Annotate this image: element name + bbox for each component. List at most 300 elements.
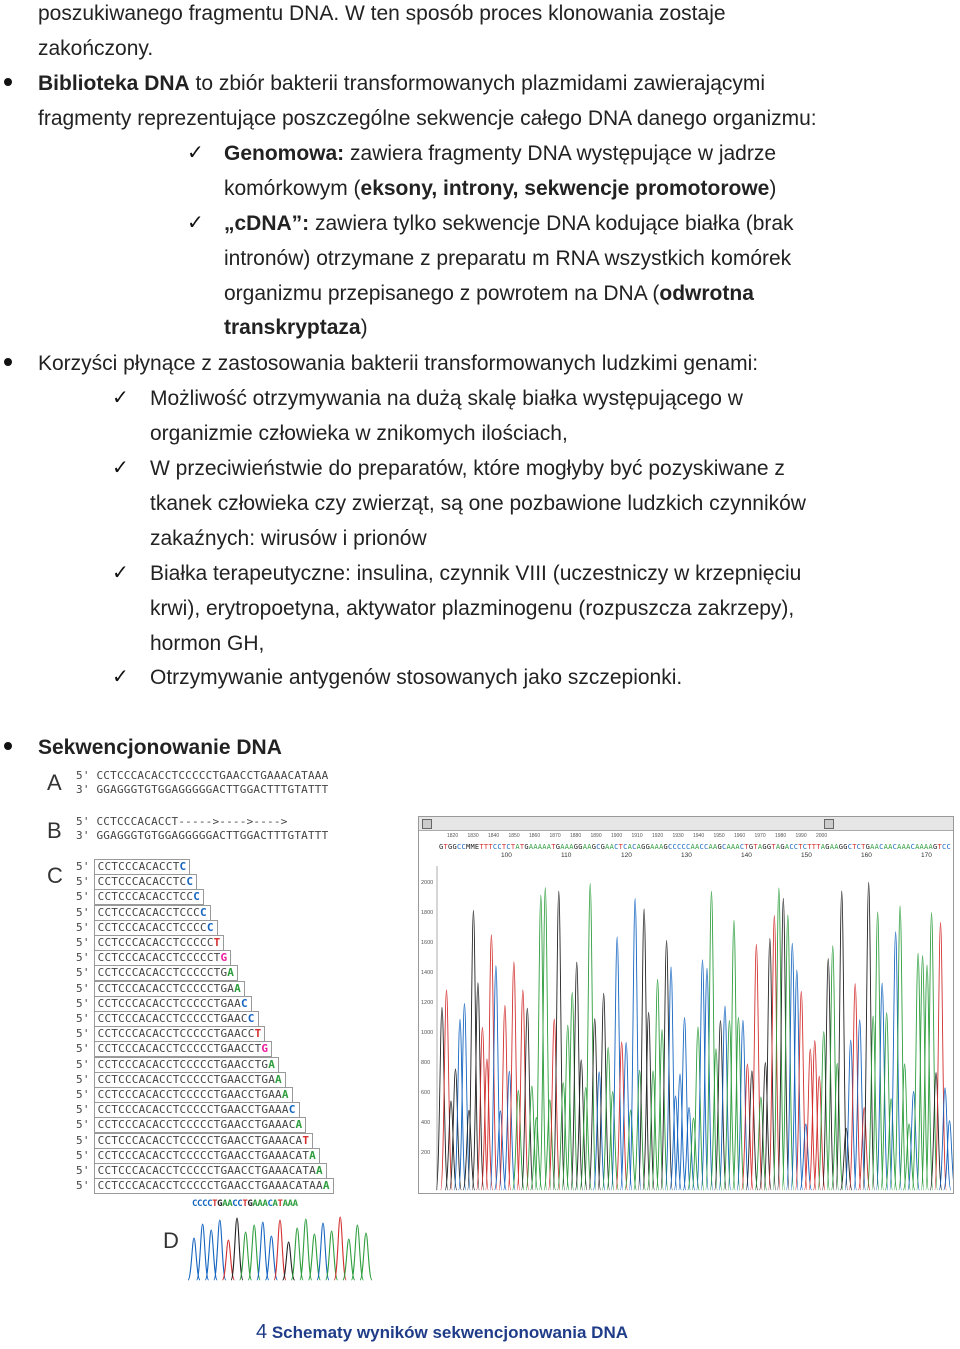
ladder-row xyxy=(76,1117,306,1133)
position-tick: 110 xyxy=(561,852,572,859)
fragment-box xyxy=(94,935,225,951)
base-call: C xyxy=(207,1199,213,1209)
y-tick-label: 2000 xyxy=(421,880,434,886)
fragment-box xyxy=(94,905,211,921)
cdna-term: „cDNA”: xyxy=(224,212,310,235)
base-call: A xyxy=(726,843,731,851)
trace-peak xyxy=(351,1225,363,1280)
chromatogram-peak xyxy=(849,984,861,1190)
cdna-line-3 xyxy=(224,282,754,306)
genomic-line-1 xyxy=(224,142,776,166)
ladder-row xyxy=(76,935,224,951)
ladder-row xyxy=(76,1102,300,1118)
base-call: C xyxy=(681,843,686,851)
chromatogram-peak xyxy=(935,922,947,1190)
fragment-box xyxy=(94,1102,300,1118)
base-call: G xyxy=(555,843,560,851)
base-call: G xyxy=(645,843,650,851)
panel-a-bottom-strand xyxy=(76,783,328,797)
base-call: G xyxy=(217,1199,223,1209)
base-call: C xyxy=(668,843,673,851)
fragment-box xyxy=(94,1163,327,1179)
base-call: A xyxy=(582,843,587,851)
base-call: C xyxy=(492,843,498,851)
panel-d-trace xyxy=(188,1212,373,1282)
prime-5-label: 5' xyxy=(76,1072,90,1086)
panel-a xyxy=(76,769,328,797)
top-ruler-tick: 1950 xyxy=(713,833,725,839)
base-call: A xyxy=(282,1199,288,1209)
base-call: T xyxy=(852,843,857,851)
base-call: C xyxy=(721,843,727,851)
checkmark-icon: ✓ xyxy=(187,210,204,234)
chromatogram-peak xyxy=(521,1008,533,1190)
chromatogram-peak xyxy=(777,898,789,1190)
ladder-row xyxy=(76,1148,320,1164)
fragment-box xyxy=(94,1133,314,1149)
chromatogram-peak xyxy=(719,1006,731,1190)
library-line-2: fragmenty reprezentujące poszczególne sekwencje całego DNA danego organizmu: xyxy=(38,107,817,130)
base-call: C xyxy=(703,843,709,851)
cdna-line-4 xyxy=(224,316,368,340)
base-call: A xyxy=(915,843,920,851)
base-call: A xyxy=(874,843,879,851)
base-call: C xyxy=(672,843,677,851)
base-call: C xyxy=(456,843,462,851)
cdna-line-1 xyxy=(224,212,794,236)
prime-5-label: 5' xyxy=(76,815,90,828)
trace-peak xyxy=(317,1223,329,1280)
base-call: A xyxy=(820,843,825,851)
base-call: A xyxy=(533,843,538,851)
terminal-base: C xyxy=(288,1103,296,1117)
top-ruler-tick: 1940 xyxy=(693,833,705,839)
terminal-base: G xyxy=(220,951,228,965)
ladder-row xyxy=(76,859,190,875)
base-call: T xyxy=(753,843,758,851)
trace-peak xyxy=(257,1222,269,1280)
base-call: A xyxy=(708,843,713,851)
paragraph-line-2: zakończony. xyxy=(38,37,154,60)
base-call: T xyxy=(811,843,816,851)
fragment-sequence: CCTCCCACACCTCCCC xyxy=(97,920,207,934)
terminal-base: C xyxy=(186,875,194,889)
checkmark-icon: ✓ xyxy=(112,560,129,584)
base-call: A xyxy=(528,843,534,851)
fragment-sequence: CCTCCCACACCTCCCCCT xyxy=(97,951,221,965)
library-line-1 xyxy=(38,72,765,96)
fragment-box xyxy=(94,1041,273,1057)
base-call: A xyxy=(537,843,543,851)
scroll-right-button[interactable] xyxy=(824,819,834,829)
ladder-row xyxy=(76,1163,327,1179)
y-tick-label: 200 xyxy=(421,1150,431,1156)
chromatogram-peak xyxy=(854,1020,866,1190)
base-call: T xyxy=(501,843,507,851)
terminal-base: A xyxy=(309,1148,316,1162)
figure-caption xyxy=(256,1321,628,1344)
base-call: T xyxy=(242,1199,248,1209)
position-tick: 100 xyxy=(501,852,512,859)
base-call: C xyxy=(506,843,511,851)
ladder-row xyxy=(76,889,204,905)
chromatogram-peak xyxy=(706,891,718,1190)
base-call: C xyxy=(686,843,691,851)
chromatogram-peak xyxy=(921,965,933,1190)
figure-caption-text: Schematy wyników sekwencjonowania DNA xyxy=(267,1323,629,1342)
terminal-base: A xyxy=(281,1088,289,1101)
panel-a-bottom-seq: GGAGGGTGTGGAGGGGGACTTGGACTTTGTATTT xyxy=(96,783,329,796)
panel-a-top-seq: CCTCCCACACCTCCCCCTGAACCTGAAACATAAA xyxy=(96,769,329,782)
benefit-3-line-1: Białka terapeutyczne: insulina, czynnik VIII (uczestniczy w krzepnięciu xyxy=(150,562,802,585)
bullet-icon xyxy=(4,78,12,86)
top-ruler-tick: 1840 xyxy=(488,833,500,839)
prime-5-label: 5' xyxy=(76,966,90,980)
chromatogram-peak xyxy=(751,944,763,1190)
base-call: T xyxy=(551,843,556,851)
top-ruler-tick: 1980 xyxy=(775,833,787,839)
base-call: C xyxy=(942,843,947,851)
fragment-sequence: CCTCCCACACCTCCCCCTGAA xyxy=(97,996,241,1010)
terminal-base: T xyxy=(254,1027,262,1041)
chromatogram-peak xyxy=(890,932,902,1190)
base-call: G xyxy=(439,843,444,851)
trace-peak xyxy=(334,1217,346,1280)
y-tick-label: 400 xyxy=(421,1120,431,1126)
base-call: A xyxy=(829,843,834,851)
trace-peak xyxy=(300,1219,312,1280)
fragment-sequence: CCTCCCACACCTCCCCCTGAACCTGAAA xyxy=(97,1103,289,1117)
base-call: A xyxy=(919,843,924,851)
base-call: C xyxy=(192,1199,198,1209)
top-ruler-tick: 2000 xyxy=(816,833,828,839)
chromatogram-peak xyxy=(468,910,480,1190)
chromatogram-toolbar xyxy=(419,817,953,831)
terminal-base: A xyxy=(275,1072,282,1086)
fragment-box xyxy=(94,889,204,905)
fragment-sequence: CCTCCCACACCTCC xyxy=(97,890,194,904)
top-ruler-tick: 1900 xyxy=(611,833,623,839)
ladder-row xyxy=(76,905,211,921)
base-call: G xyxy=(663,843,668,851)
y-tick-label: 1200 xyxy=(421,1000,434,1006)
chromatogram-peak xyxy=(872,912,884,1190)
top-ruler-tick: 1870 xyxy=(549,833,561,839)
prime-5-label: 5' xyxy=(76,860,90,873)
paragraph-line-1: poszukiwanego fragmentu DNA. W ten sposób proces klonowania zostaje xyxy=(38,2,726,25)
terminal-base: A xyxy=(268,1057,276,1071)
prime-5-label: 5' xyxy=(76,920,90,934)
cdna-text-3a: organizmu przepisanego z powrotem na DNA ( xyxy=(224,282,660,305)
position-tick: 130 xyxy=(681,852,692,859)
chromatogram-peak xyxy=(822,959,834,1190)
fragment-sequence: CCTCCCACACCTCCCCCTGA xyxy=(97,981,235,995)
y-tick-label: 1600 xyxy=(421,940,434,946)
ladder-row xyxy=(76,1041,272,1057)
cdna-text-1: zawiera tylko sekwencje DNA kodujące białka (brak xyxy=(309,212,794,235)
base-call: A xyxy=(650,843,655,851)
chromatogram-peak xyxy=(809,1041,821,1190)
base-call: A xyxy=(636,843,641,851)
terminal-base: C xyxy=(247,1012,255,1025)
top-ruler-tick: 1930 xyxy=(672,833,684,839)
fragment-box xyxy=(94,1178,334,1194)
prime-5-label: 5' xyxy=(76,875,90,889)
position-tick: 160 xyxy=(861,852,872,859)
panel-c-label: C xyxy=(47,863,63,888)
base-call: M xyxy=(470,843,475,851)
ladder-row xyxy=(76,1026,265,1042)
chromatogram-peak xyxy=(638,909,650,1190)
fragment-box xyxy=(94,1072,286,1088)
base-call: A xyxy=(222,1199,228,1209)
base-call: M xyxy=(465,843,471,851)
base-call: A xyxy=(888,843,893,851)
chromatogram-peak xyxy=(441,990,453,1190)
fragment-box xyxy=(94,1057,279,1073)
base-call: C xyxy=(879,843,884,851)
base-call: G xyxy=(843,843,848,851)
base-call: C xyxy=(267,1199,273,1209)
base-call: G xyxy=(933,843,938,851)
base-call: T xyxy=(861,843,866,851)
base-call: A xyxy=(928,843,933,851)
fragment-sequence: CCTCCCACACCT xyxy=(97,860,180,873)
base-call: G xyxy=(578,843,583,851)
base-call: C xyxy=(202,1199,208,1209)
base-call: A xyxy=(627,843,632,851)
top-ruler-tick: 1960 xyxy=(734,833,746,839)
chromatogram-peak xyxy=(490,966,502,1190)
fragment-sequence: CCTCCCACACCTCCCCCTGAACCTGAAACA xyxy=(97,1133,303,1147)
terminal-base: A xyxy=(322,1179,330,1193)
top-ruler-tick: 1880 xyxy=(570,833,582,839)
base-call: G xyxy=(524,843,529,851)
fragment-sequence: CCTCCCACACCTCCCCCTGAACCTGAAAC xyxy=(97,1118,296,1132)
base-call: A xyxy=(257,1199,263,1209)
top-ruler-tick: 1830 xyxy=(467,833,479,839)
base-call: A xyxy=(654,843,659,851)
chromatogram-peak xyxy=(697,960,709,1190)
prime-5-label: 5' xyxy=(76,951,90,965)
base-call: G xyxy=(573,843,578,851)
base-call: C xyxy=(847,843,852,851)
y-tick-label: 1800 xyxy=(421,910,434,916)
top-ruler-tick: 1820 xyxy=(447,833,459,839)
benefit-4-line-1: Otrzymywanie antygenów stosowanych jako szczepionki. xyxy=(150,666,683,689)
base-call: G xyxy=(591,843,596,851)
fragment-sequence: CCTCCCACACCTCCCCCTGAACCTGAAACATAA xyxy=(97,1179,323,1193)
chromatogram-peak xyxy=(454,1019,466,1190)
trace-peak xyxy=(231,1218,243,1280)
base-call: A xyxy=(546,843,552,851)
base-call: A xyxy=(695,843,700,851)
prime-5-label: 5' xyxy=(76,890,90,904)
ladder-row xyxy=(76,920,218,936)
genomic-text-2a: komórkowym ( xyxy=(224,177,361,200)
fragment-sequence: CCTCCCACACCTCCCCCTG xyxy=(97,966,228,980)
chromatogram-peak xyxy=(665,967,677,1190)
panel-a-label: A xyxy=(47,770,62,795)
library-title: Biblioteka DNA xyxy=(38,72,190,95)
terminal-base: A xyxy=(227,966,235,980)
prime-5-label: 5' xyxy=(76,981,90,995)
chromatogram-peak xyxy=(863,882,875,1190)
base-call: A xyxy=(712,843,718,851)
terminal-base: A xyxy=(234,981,241,995)
trace-peak xyxy=(360,1233,372,1280)
terminal-base: A xyxy=(295,1118,303,1132)
fragment-sequence: CCTCCCACACCTCCCCCTGAACCT xyxy=(97,1042,262,1056)
base-call: G xyxy=(762,843,767,851)
y-tick-label: 1000 xyxy=(421,1030,434,1036)
base-call: T xyxy=(937,843,942,851)
base-call: E xyxy=(474,843,480,851)
base-call: A xyxy=(609,843,614,851)
base-call: A xyxy=(515,843,520,851)
terminal-base: T xyxy=(213,936,221,949)
ladder-row xyxy=(76,1057,279,1073)
benefit-1-line-1: Możliwość otrzymywania na dużą skalę białka występującego w xyxy=(150,387,743,410)
prime-5-label: 5' xyxy=(76,1148,90,1162)
base-call: T xyxy=(483,843,489,851)
benefits-title: Korzyści płynące z zastosowania bakterii transformowanych ludzkimi genami: xyxy=(38,352,759,375)
prime-5-label: 5' xyxy=(76,1179,90,1193)
sequencing-title: Sekwencjonowanie DNA xyxy=(38,736,282,759)
position-tick: 120 xyxy=(621,852,632,859)
benefit-2-line-3: zakaźnych: wirusów i prionów xyxy=(150,527,427,550)
checkmark-icon: ✓ xyxy=(112,455,129,479)
panel-b-top-seq: CCTCCCACACCT----->---->----> xyxy=(96,815,288,828)
base-call: G xyxy=(452,843,457,851)
position-tick: 150 xyxy=(801,852,812,859)
chromatogram-peak xyxy=(679,1017,691,1190)
terminal-base: T xyxy=(302,1133,310,1147)
terminal-base: A xyxy=(315,1164,323,1177)
base-call: C xyxy=(699,843,704,851)
base-call: C xyxy=(632,843,637,851)
chromatogram-peak xyxy=(611,937,623,1190)
base-call: A xyxy=(834,843,839,851)
base-call: A xyxy=(897,843,902,851)
base-call: T xyxy=(479,843,484,851)
ladder-row xyxy=(76,996,252,1012)
base-call: C xyxy=(802,843,808,851)
benefit-3-line-2: krwi), erytropoetyna, aktywator plazminogenu (rozpuszcza zakrzepy), xyxy=(150,597,795,620)
bullet-icon xyxy=(4,742,12,750)
base-call: A xyxy=(906,843,911,851)
chromatogram-peak xyxy=(769,915,781,1190)
prime-5-label: 5' xyxy=(76,1042,90,1056)
chromatogram-peak xyxy=(652,979,664,1190)
prime-5-label: 5' xyxy=(76,1012,90,1025)
chromatogram-plot xyxy=(419,830,953,1192)
base-call: C xyxy=(739,843,745,851)
fragment-box xyxy=(94,950,232,966)
chromatogram-peak xyxy=(804,1049,816,1190)
base-call: G xyxy=(865,843,870,851)
terminal-base: C xyxy=(240,996,248,1010)
base-call: C xyxy=(623,843,628,851)
base-call: A xyxy=(659,843,664,851)
base-call: C xyxy=(910,843,915,851)
base-call: G xyxy=(838,843,843,851)
base-call: A xyxy=(292,1199,298,1209)
base-call: T xyxy=(488,843,493,851)
base-call: A xyxy=(560,843,565,851)
prime-5-label: 5' xyxy=(76,996,90,1010)
ladder-row xyxy=(76,950,231,966)
terminal-base: C xyxy=(206,920,214,934)
terminal-base: G xyxy=(261,1042,269,1056)
base-call: C xyxy=(232,1199,238,1209)
chromatogram-peak xyxy=(598,993,610,1190)
y-tick-label: 1400 xyxy=(421,970,434,976)
prime-5-label: 5' xyxy=(76,1118,90,1132)
prime-5-label: 5' xyxy=(76,1088,90,1101)
trace-peak xyxy=(274,1220,286,1280)
ladder-row xyxy=(76,1072,286,1088)
fragment-sequence: CCTCCCACACCTC xyxy=(97,875,187,889)
base-call: A xyxy=(569,843,574,851)
top-ruler-tick: 1860 xyxy=(529,833,541,839)
top-ruler-tick: 1920 xyxy=(652,833,664,839)
fragment-box xyxy=(94,859,191,875)
panel-b-bottom-strand xyxy=(76,829,328,843)
fragment-box xyxy=(94,1087,293,1103)
chromatogram-peak xyxy=(629,898,641,1190)
terminal-base: C xyxy=(200,905,207,919)
base-call: A xyxy=(775,843,781,851)
scroll-left-button[interactable] xyxy=(422,819,432,829)
figure-number: 4 xyxy=(256,1321,268,1343)
top-ruler-tick: 1970 xyxy=(754,833,766,839)
base-call: A xyxy=(901,843,906,851)
base-call: A xyxy=(252,1199,258,1209)
cdna-line-2: intronów) otrzymane z preparatu m RNA wszystkich komórek xyxy=(224,247,792,270)
fragment-box xyxy=(94,874,198,890)
chromatogram-peak xyxy=(620,1042,632,1190)
base-call: G xyxy=(825,843,830,851)
benefit-3-line-3: hormon GH, xyxy=(150,632,265,655)
base-call: A xyxy=(564,843,569,851)
prime-5-label: 5' xyxy=(76,1133,90,1147)
y-tick-label: 800 xyxy=(421,1060,431,1066)
genomic-term: Genomowa: xyxy=(224,142,345,165)
ladder-row xyxy=(76,965,238,981)
chromatogram-peak xyxy=(539,888,551,1190)
genomic-text-2b: eksony, introny, sekwencje promotorowe xyxy=(360,177,770,200)
genomic-text-2c: ) xyxy=(769,177,777,200)
fragment-sequence: CCTCCCACACCTCCCCCTGAAC xyxy=(97,1012,248,1025)
base-call: G xyxy=(766,843,772,851)
ladder-row xyxy=(76,1011,259,1027)
position-tick: 170 xyxy=(921,852,932,859)
base-call: T xyxy=(744,843,749,851)
prime-3-label: 3' xyxy=(76,829,90,842)
benefit-2-line-1: W przeciwieństwie do preparatów, które mogłyby być pozyskiwane z xyxy=(150,457,785,480)
base-call: C xyxy=(497,843,502,851)
checkmark-icon: ✓ xyxy=(112,385,129,409)
cdna-text-4b: ) xyxy=(360,316,368,339)
top-ruler-tick: 1850 xyxy=(508,833,520,839)
chromatogram-peak xyxy=(715,1020,727,1190)
cdna-text-4a: transkryptaza xyxy=(224,316,361,339)
base-call: C xyxy=(946,843,951,851)
base-call: T xyxy=(519,843,525,851)
base-call: A xyxy=(784,843,790,851)
base-call: A xyxy=(262,1199,268,1209)
